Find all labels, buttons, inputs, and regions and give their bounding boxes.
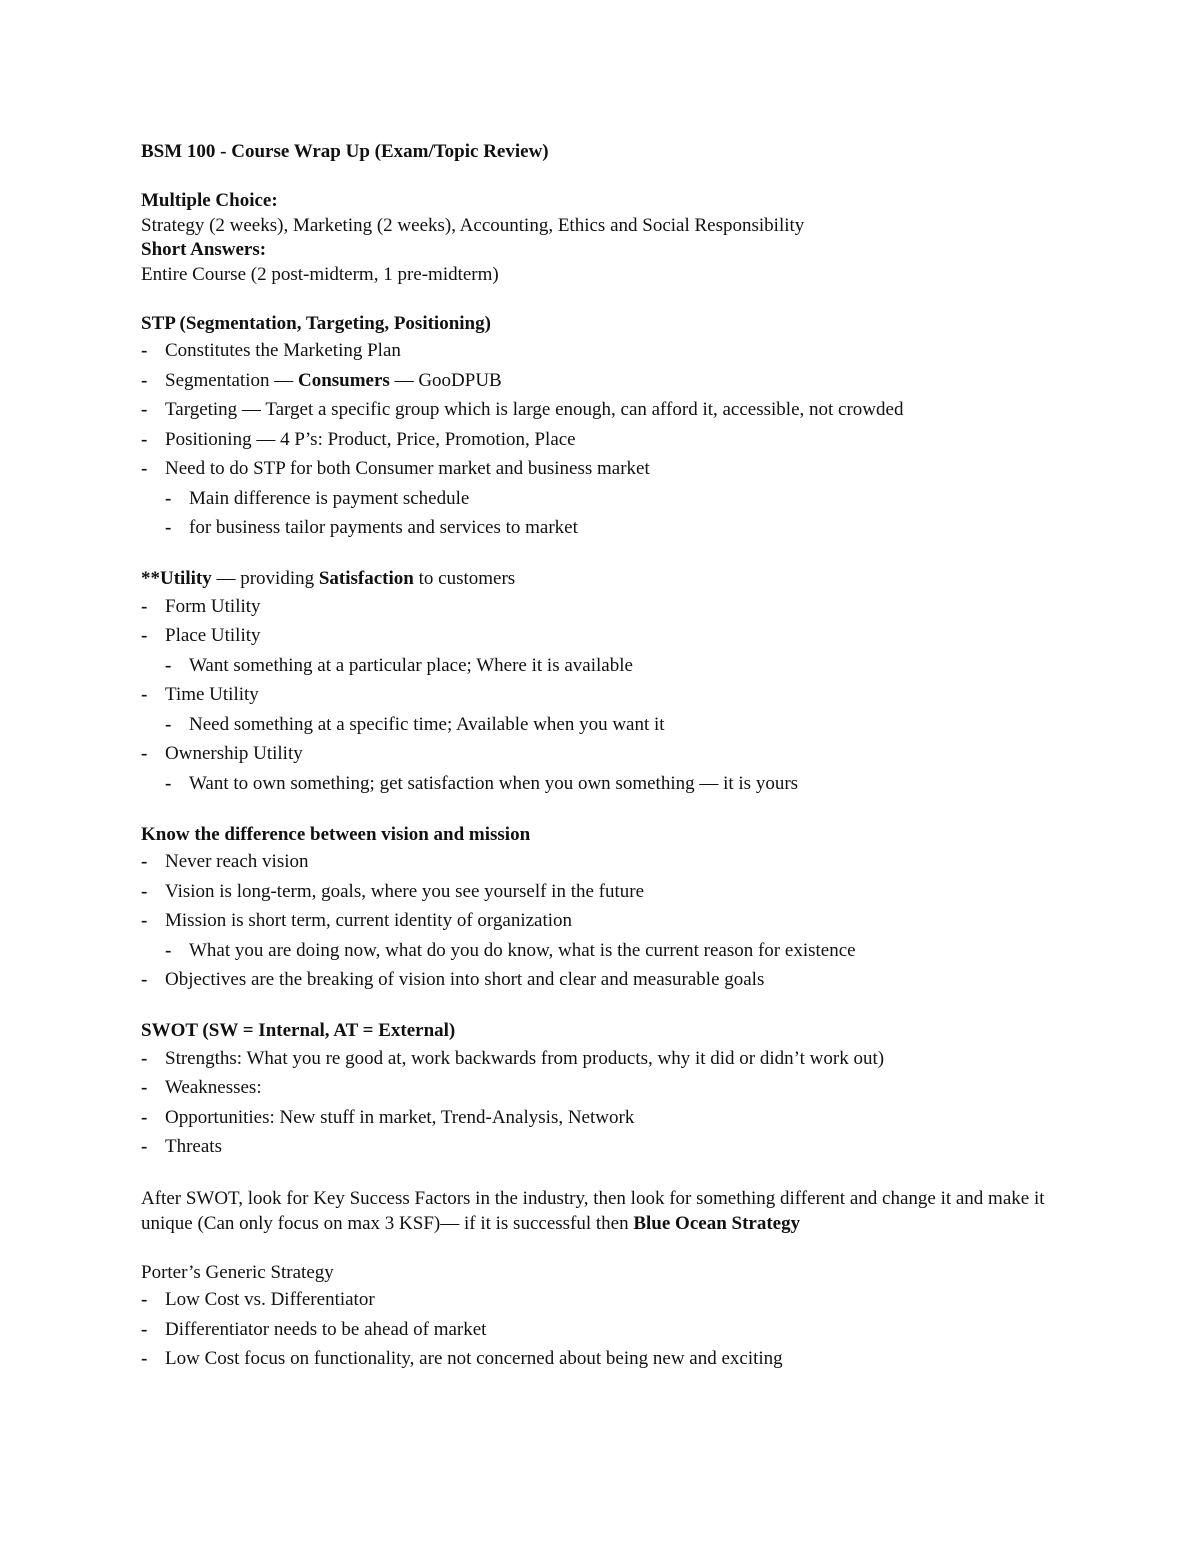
bullet-dash: - <box>141 340 148 361</box>
heading-text: to customers <box>413 568 516 589</box>
list-text: Threats <box>165 1136 222 1157</box>
bullet-dash: - <box>141 458 148 479</box>
bullet-dash: - <box>141 910 148 931</box>
list-text: What you are doing now, what do you do know, what is the current reason for existence <box>189 939 856 961</box>
sub-list-item <box>141 484 1061 514</box>
list-item <box>141 395 1061 425</box>
list-text-part: — GooDPUB <box>389 369 502 391</box>
bullet-dash: - <box>141 743 148 764</box>
utility-heading <box>141 567 1061 592</box>
list-item <box>141 1344 1061 1374</box>
sa-heading: Short Answers: <box>141 239 267 260</box>
list-text: Low Cost focus on functionality, are not concerned about being new and exciting <box>165 1348 783 1369</box>
list-item <box>141 906 1061 936</box>
list-item <box>141 336 1061 366</box>
list-item <box>141 1044 1061 1074</box>
bullet-dash: - <box>165 713 172 735</box>
paragraph-text: After SWOT, look for Key Success Factors in the industry, then look for something different and change it and make it unique (Can only focus on max 3 KSF)— if it is successful then <box>141 1188 1045 1234</box>
list-item <box>141 1285 1061 1315</box>
bullet-dash: - <box>141 684 148 705</box>
sub-list-item <box>141 769 1061 799</box>
list-text-bold: Consumers <box>297 369 390 391</box>
list-text: Vision is long-term, goals, where you see yourself in the future <box>165 880 645 902</box>
bullet-dash: - <box>165 654 172 676</box>
list-text: Low Cost vs. Differentiator <box>165 1289 375 1310</box>
paragraph-bold: Blue Ocean Strategy <box>633 1213 801 1234</box>
list-item <box>141 425 1061 455</box>
bullet-dash: - <box>141 880 148 902</box>
list-text <box>165 366 502 396</box>
list-text: Main difference is payment schedule <box>189 487 470 509</box>
list-text: Want something at a particular place; Where it is available <box>189 654 633 676</box>
after-swot-paragraph <box>141 1186 1056 1236</box>
stp-heading: STP (Segmentation, Targeting, Positioning) <box>141 312 491 334</box>
sub-list-item <box>141 936 1061 966</box>
list-text: Ownership Utility <box>165 743 303 764</box>
heading-bold: **Utility <box>141 568 212 589</box>
list-item <box>141 592 1061 622</box>
bullet-dash: - <box>165 772 172 794</box>
mc-text: Strategy (2 weeks), Marketing (2 weeks), Accounting, Ethics and Social Responsibility <box>141 214 805 236</box>
bullet-dash: - <box>141 1106 148 1128</box>
list-text: Targeting — Target a specific group which is large enough, can afford it, accessible, not crowded <box>165 399 904 420</box>
list-item <box>141 1132 1061 1162</box>
list-text: Objectives are the breaking of vision into short and clear and measurable goals <box>165 969 765 990</box>
bullet-dash: - <box>141 369 148 391</box>
list-item <box>141 877 1061 907</box>
list-item <box>141 454 1061 484</box>
document-body <box>141 140 1061 1374</box>
sub-list-item <box>141 710 1061 740</box>
list-item <box>141 1103 1061 1133</box>
list-text: Mission is short term, current identity of organization <box>165 910 573 931</box>
sa-text: Entire Course (2 post-midterm, 1 pre-midterm) <box>141 263 499 285</box>
list-item <box>141 847 1061 877</box>
list-text: Place Utility <box>165 625 261 646</box>
vision-mission-heading: Know the difference between vision and mission <box>141 823 531 845</box>
bullet-dash: - <box>141 399 148 420</box>
bullet-dash: - <box>165 487 172 509</box>
list-item <box>141 621 1061 651</box>
list-item <box>141 366 1061 396</box>
list-item <box>141 1073 1061 1103</box>
list-item <box>141 680 1061 710</box>
list-text: for business tailor payments and services to market <box>189 517 578 538</box>
list-text: Weaknesses: <box>165 1077 262 1098</box>
bullet-dash: - <box>141 428 148 450</box>
swot-heading: SWOT (SW = Internal, AT = External) <box>141 1020 456 1041</box>
bullet-dash: - <box>141 595 148 617</box>
list-text: Need something at a specific time; Available when you want it <box>189 713 665 735</box>
list-text: Opportunities: New stuff in market, Trend-Analysis, Network <box>165 1106 635 1128</box>
list-item <box>141 1315 1061 1345</box>
list-text: Need to do STP for both Consumer market and business market <box>165 458 650 479</box>
bullet-dash: - <box>141 625 148 646</box>
list-text: Positioning — 4 P’s: Product, Price, Promotion, Place <box>165 428 576 450</box>
bullet-dash: - <box>141 1348 148 1369</box>
sub-list-item <box>141 513 1061 543</box>
porter-heading: Porter’s Generic Strategy <box>141 1261 334 1283</box>
bullet-dash: - <box>141 1318 148 1340</box>
list-text: Time Utility <box>165 684 259 705</box>
list-text: Never reach vision <box>165 851 309 872</box>
bullet-dash: - <box>165 939 172 961</box>
list-item <box>141 965 1061 995</box>
bullet-dash: - <box>141 1289 148 1310</box>
heading-bold: Satisfaction <box>318 568 414 589</box>
bullet-dash: - <box>165 517 172 538</box>
bullet-dash: - <box>141 1077 148 1098</box>
list-item <box>141 739 1061 769</box>
bullet-dash: - <box>141 851 148 872</box>
list-text-part: Segmentation — <box>165 369 298 391</box>
mc-heading: Multiple Choice: <box>141 190 278 211</box>
list-text: Want to own something; get satisfaction when you own something — it is yours <box>189 772 799 794</box>
document-title: BSM 100 - Course Wrap Up (Exam/Topic Review) <box>141 141 549 162</box>
list-text: Constitutes the Marketing Plan <box>165 340 401 361</box>
bullet-dash: - <box>141 969 148 990</box>
list-text: Differentiator needs to be ahead of market <box>165 1318 487 1340</box>
sub-list-item <box>141 651 1061 681</box>
bullet-dash: - <box>141 1047 148 1069</box>
list-text: Form Utility <box>165 595 261 617</box>
bullet-dash: - <box>141 1136 148 1157</box>
list-text: Strengths: What you re good at, work backwards from products, why it did or didn’t work out) <box>165 1047 885 1069</box>
heading-text: — providing <box>211 568 319 589</box>
